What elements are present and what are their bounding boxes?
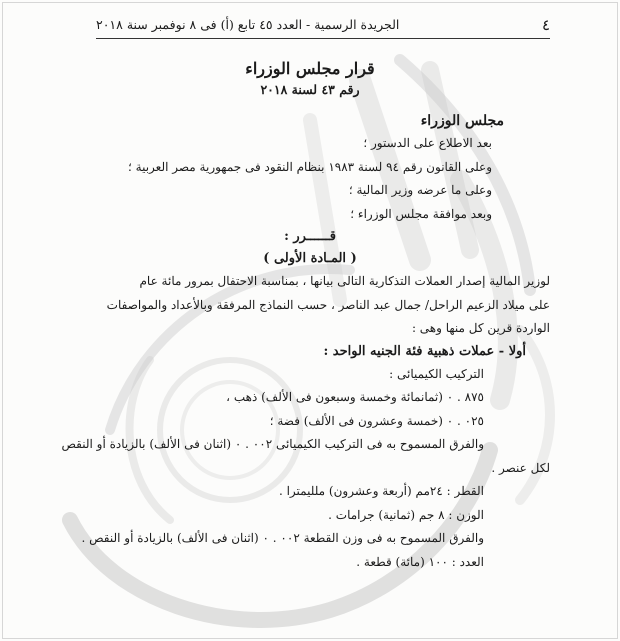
composition-item: ٨٧٥ . ٠ (ثمانمائة وخمسة وسبعون فى الألف) ذهب ، <box>226 390 484 404</box>
decided-heading: قــــــرر : <box>284 229 336 244</box>
composition-tolerance: والفرق المسموح به فى التركيب الكيميائى ٠٠٢ . ٠ (اثنان فى الألف) بالزيادة أو النقص <box>61 437 484 451</box>
spec-line: العدد : ١٠٠ (مائة) قطعة . <box>356 554 484 569</box>
preamble-line: وبعد موافقة مجلس الوزراء ؛ <box>350 206 492 221</box>
preamble-line: بعد الاطلاع على الدستور ؛ <box>363 136 492 150</box>
decree-number: رقم ٤٣ لسنة ٢٠١٨ <box>260 82 360 97</box>
spec-line: والفرق المسموح به فى وزن القطعة ٠٠٢ . ٠ (اثنان فى الألف) بالزيادة أو النقص . <box>81 531 484 545</box>
composition-tolerance: لكل عنصر . <box>491 460 550 475</box>
spec-line: القطر : ٢٤مم (أربعة وعشرون) ملليمترا . <box>278 484 484 498</box>
composition-item: ٠٢٥ . ٠ (خمسة وعشرون فى الألف) فضة ؛ <box>269 413 484 428</box>
article-line: الواردة قرين كل منها وهى : <box>411 321 550 335</box>
section-heading: أولا - عملات ذهبية فئة الجنيه الواحد : <box>323 343 526 359</box>
decree-issuer: مجلس الوزراء <box>420 113 504 129</box>
preamble-line: وعلى ما عرضه وزير المالية ؛ <box>348 183 492 197</box>
decree-title: قرار مجلس الوزراء <box>245 59 375 78</box>
page-number: ٤ <box>541 16 550 34</box>
page-header <box>96 12 550 39</box>
preamble <box>70 132 550 226</box>
document-body <box>61 50 550 574</box>
article-text <box>70 270 550 341</box>
preamble-line: وعلى القانون رقم ٩٤ لسنة ١٩٨٣ بنظام النقود فى جمهورية مصر العربية ؛ <box>128 159 492 174</box>
composition-label: التركيب الكيميائى : <box>389 366 484 381</box>
article-line: على ميلاد الزعيم الراحل/ جمال عبد الناصر ، حسب النماذج المرفقة وبالأعداد والمواصفات <box>106 297 550 312</box>
article-line: لوزير المالية إصدار العملات التذكارية التالى بيانها ، بمناسبة الاحتفال بمرور مائة عام <box>139 274 550 288</box>
article-heading: ( المـادة الأولى ) <box>263 251 357 266</box>
spec-line: الوزن : ٨ جم (ثمانية) جرامات . <box>328 507 484 522</box>
gazette-title: الجريدة الرسمية - العدد ٤٥ تابع (أ) فى ٨ نوفمبر سنة ٢٠١٨ <box>96 17 400 32</box>
